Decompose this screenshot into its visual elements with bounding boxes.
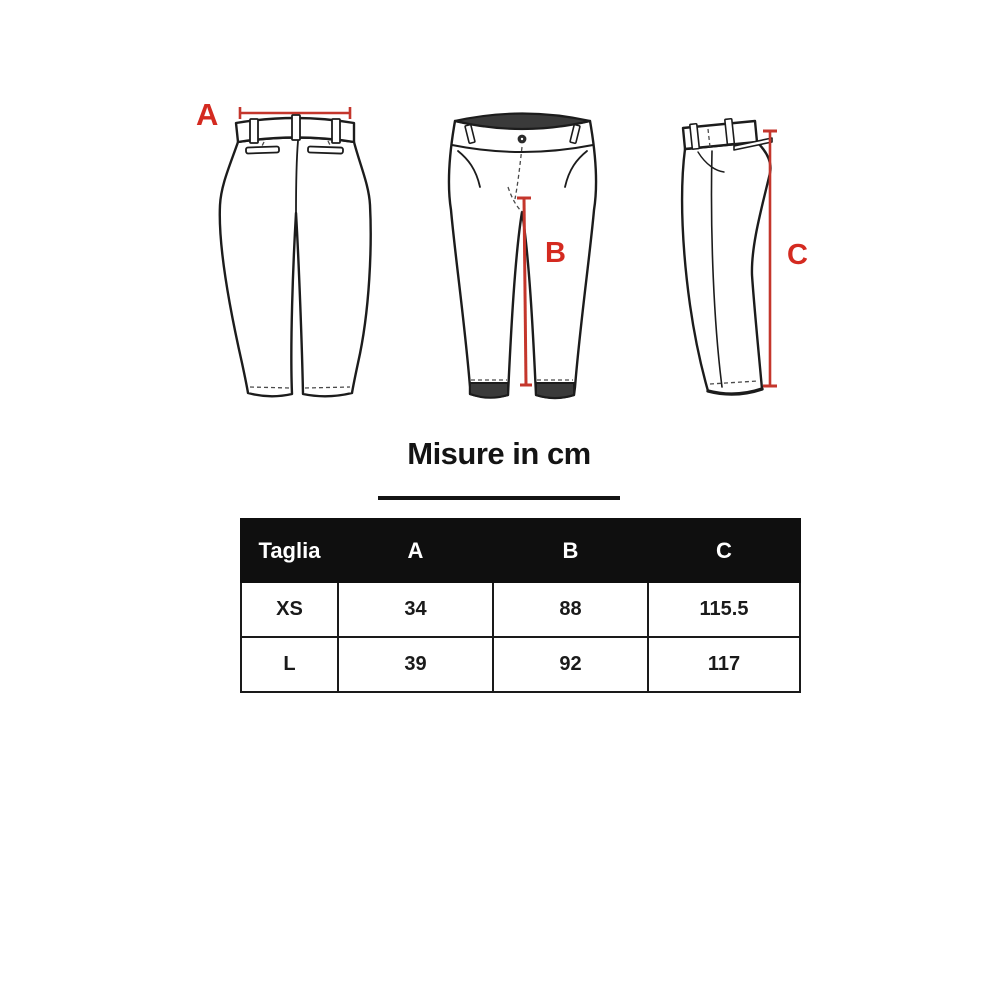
value-cell-c: 117	[648, 637, 800, 692]
pants-back-view-icon	[206, 95, 376, 415]
measure-label-c: C	[787, 239, 808, 271]
pants-front-view-icon	[438, 95, 608, 415]
size-table-header-row	[241, 519, 800, 582]
size-table	[240, 518, 801, 693]
page-title: Misure in cm	[407, 436, 591, 471]
col-header-c: C	[648, 519, 800, 582]
value-cell-c: 115.5	[648, 582, 800, 637]
measure-label-b: B	[545, 237, 566, 269]
size-row-xs	[241, 582, 800, 637]
size-row-l	[241, 637, 800, 692]
pants-side-view-icon	[650, 95, 790, 415]
measure-label-a: A	[196, 97, 219, 132]
value-cell-b: 92	[493, 637, 648, 692]
col-header-b: B	[493, 519, 648, 582]
size-cell: XS	[241, 582, 338, 637]
value-cell-a: 39	[338, 637, 493, 692]
pants-side-view-illustration	[650, 95, 790, 415]
pants-front-view-illustration	[438, 95, 608, 415]
value-cell-a: 34	[338, 582, 493, 637]
title-underline	[378, 496, 620, 500]
col-header-a: A	[338, 519, 493, 582]
pants-back-view-illustration	[206, 95, 376, 415]
value-cell-b: 88	[493, 582, 648, 637]
col-header-taglia: Taglia	[241, 519, 338, 582]
size-cell: L	[241, 637, 338, 692]
